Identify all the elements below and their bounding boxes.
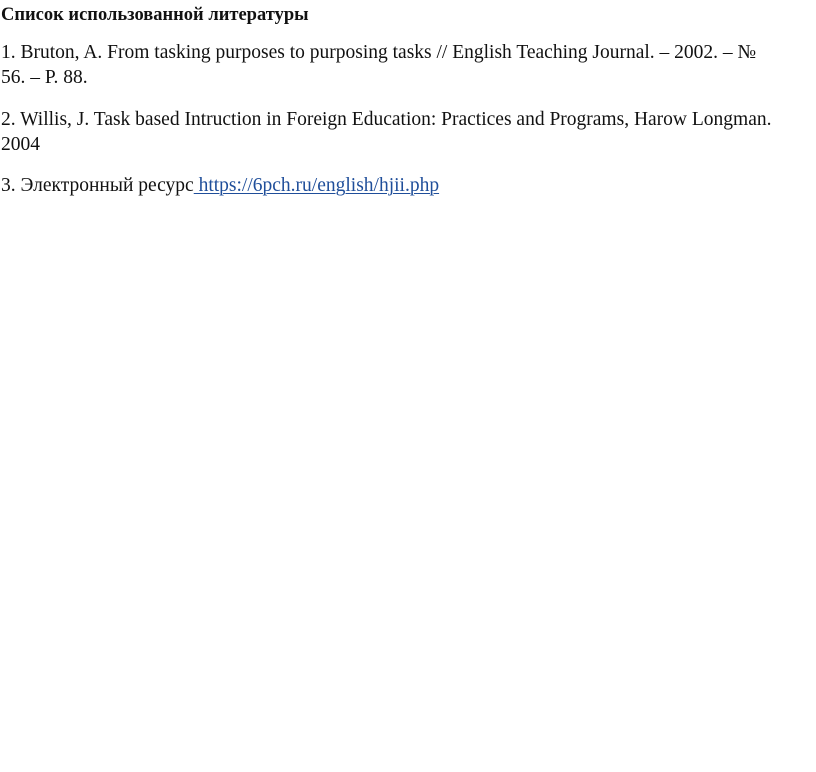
bibliography-heading: Список использованной литературы: [1, 5, 309, 25]
reference-1-line-1: 1. Bruton, A. From tasking purposes to purposing tasks // English Teaching Journal. – 2002. – №: [1, 42, 757, 63]
reference-2-line-1: 2. Willis, J. Task based Intruction in Foreign Education: Practices and Programs, Harow Longman.: [1, 109, 772, 130]
reference-item-1: [1, 40, 756, 90]
reference-item-3: [1, 173, 439, 198]
reference-2-line-2: 2004: [1, 134, 40, 155]
reference-1-line-2: 56. – P. 88.: [1, 67, 88, 88]
reference-3-link[interactable]: https://6pch.ru/english/hjii.php: [193, 175, 440, 196]
reference-item-2: [1, 107, 772, 157]
reference-3-text: 3. Электронный ресурс: [1, 175, 194, 196]
